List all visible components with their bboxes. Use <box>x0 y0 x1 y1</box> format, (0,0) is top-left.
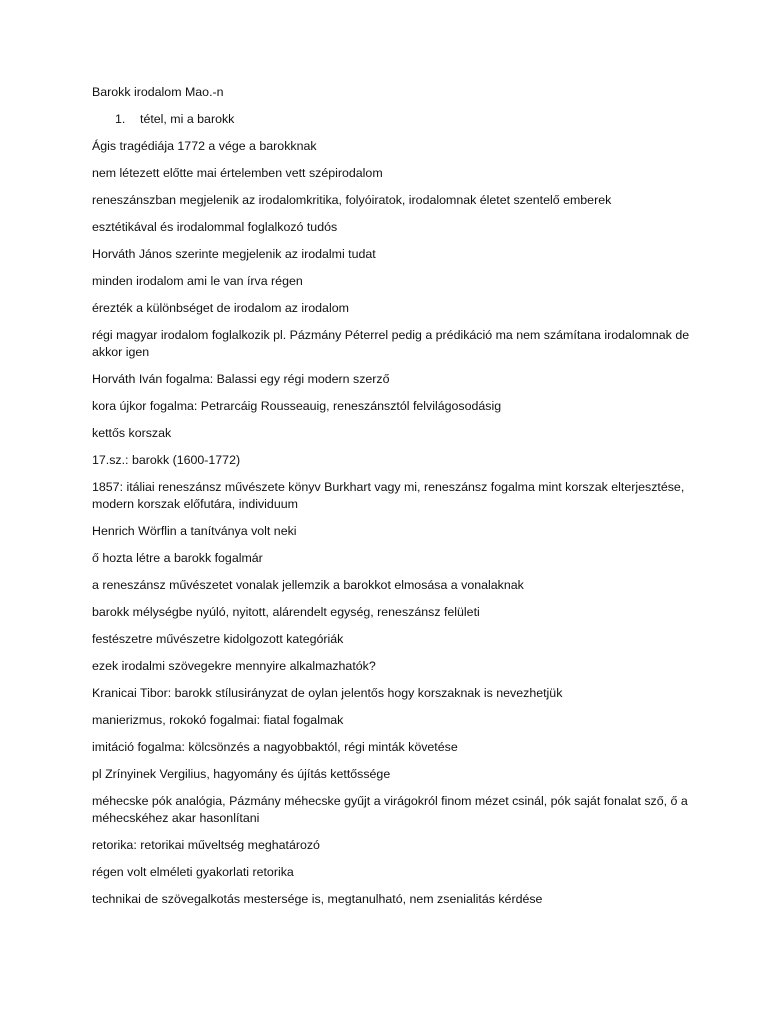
paragraph: ő hozta létre a barokk fogalmár <box>92 551 263 565</box>
paragraph: esztétikával és irodalommal foglalkozó tudós <box>92 220 338 234</box>
paragraph: nem létezett előtte mai értelemben vett szépirodalom <box>92 166 383 180</box>
paragraph: kora újkor fogalma: Petrarcáig Rousseauig, reneszánsztól felvilágosodásig <box>92 399 502 413</box>
paragraph: régen volt elméleti gyakorlati retorika <box>92 865 294 879</box>
paragraph: ezek irodalmi szövegekre mennyire alkalmazhatók? <box>92 659 376 673</box>
paragraph: 17.sz.: barokk (1600-1772) <box>92 453 241 467</box>
document-title: Barokk irodalom Mao.-n <box>92 85 224 99</box>
paragraph: pl Zrínyinek Vergilius, hagyomány és újítás kettőssége <box>92 767 391 781</box>
paragraph: a reneszánsz művészetet vonalak jellemzik a barokkot elmosása a vonalaknak <box>92 578 524 592</box>
paragraph: Henrich Wörflin a tanítványa volt neki <box>92 524 297 538</box>
section-number: 1. <box>115 112 126 126</box>
section-title: tétel, mi a barokk <box>140 112 235 126</box>
paragraph: Horváth János szerinte megjelenik az irodalmi tudat <box>92 247 376 261</box>
paragraph: reneszánszban megjelenik az irodalomkritika, folyóiratok, irodalomnak életet szentelő emberek <box>92 193 612 207</box>
paragraph: Ágis tragédiája 1772 a vége a barokknak <box>92 139 317 153</box>
paragraph: Kranicai Tibor: barokk stílusirányzat de oylan jelentős hogy korszaknak is nevezhetjük <box>92 686 563 700</box>
paragraph: érezték a különbséget de irodalom az irodalom <box>92 301 349 315</box>
paragraph: festészetre művészetre kidolgozott kategóriák <box>92 632 344 646</box>
section-heading <box>92 111 692 128</box>
paragraph: méhecske pók analógia, Pázmány méhecske gyűjt a virágokról finom mézet csinál, pók saját fonalat sző, ő a méhecskéhez akar hasonlítani <box>92 794 688 825</box>
document-body <box>92 84 692 918</box>
paragraph: retorika: retorikai műveltség meghatározó <box>92 838 320 852</box>
paragraph: 1857: itáliai reneszánsz művészete könyv Burkhart vagy mi, reneszánsz fogalma mint korszak elterjesztése, modern korszak előfutára, individuum <box>92 480 685 511</box>
paragraph: kettős korszak <box>92 426 172 440</box>
paragraph: imitáció fogalma: kölcsönzés a nagyobbaktól, régi minták követése <box>92 740 458 754</box>
paragraph: technikai de szövegalkotás mestersége is, megtanulható, nem zsenialitás kérdése <box>92 892 543 906</box>
paragraph: minden irodalom ami le van írva régen <box>92 274 303 288</box>
paragraph: Horváth Iván fogalma: Balassi egy régi modern szerző <box>92 372 390 386</box>
paragraph: barokk mélységbe nyúló, nyitott, alárendelt egység, reneszánsz felületi <box>92 605 480 619</box>
paragraph: manierizmus, rokokó fogalmai: fiatal fogalmak <box>92 713 344 727</box>
paragraph: régi magyar irodalom foglalkozik pl. Pázmány Péterrel pedig a prédikáció ma nem számítana irodalomnak de akkor igen <box>92 328 690 359</box>
